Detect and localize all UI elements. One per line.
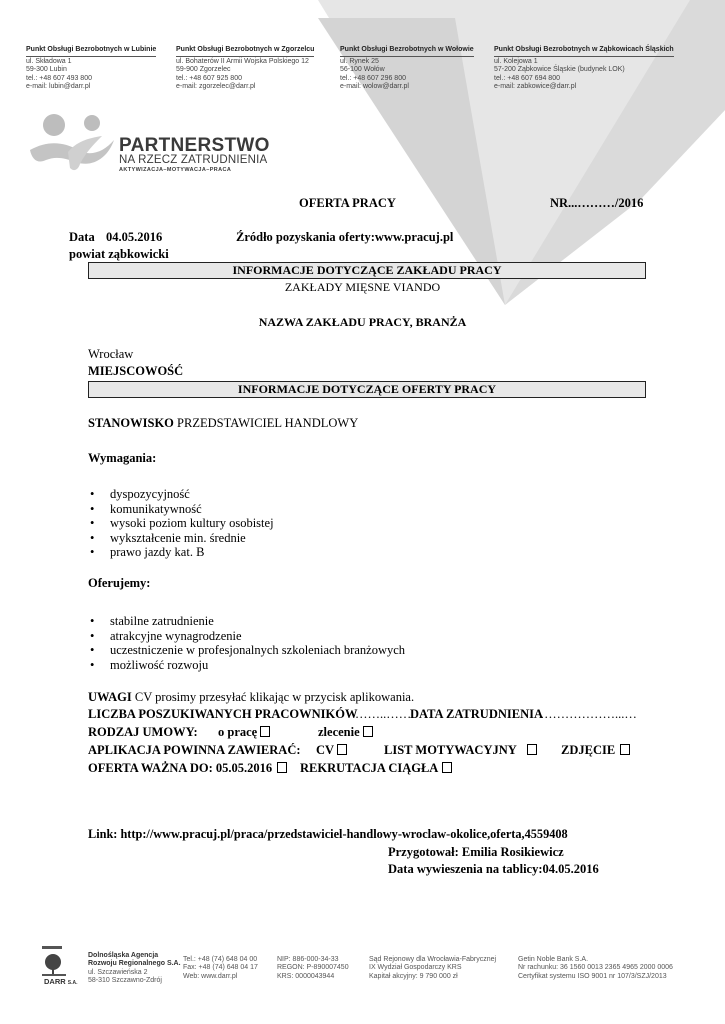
prepared-by: Przygotował: Emilia Rosikiewicz bbox=[388, 845, 564, 859]
list-item: • atrakcyjne wynagrodzenie bbox=[88, 629, 405, 644]
list-item: • komunikatywność bbox=[88, 502, 274, 517]
offer-number: NR...………/2016 bbox=[550, 196, 644, 210]
requirements-label: Wymagania: bbox=[88, 451, 157, 465]
office-city: 57-200 Ząbkowice Śląskie (budynek LOK) bbox=[494, 66, 625, 74]
contract-option-employment[interactable] bbox=[218, 725, 270, 740]
validity-option[interactable] bbox=[88, 761, 287, 776]
recruitment-label: REKRUTACJA CIĄGŁA bbox=[300, 761, 439, 775]
office-email: e-mail: zabkowice@darr.pl bbox=[494, 83, 577, 91]
date-label: Data bbox=[69, 230, 95, 244]
footer-bank bbox=[518, 956, 673, 981]
list-item: • uczestniczenie w profesjonalnych szkoleniach branżowych bbox=[88, 643, 405, 658]
contract-option-label: zlecenie bbox=[318, 725, 360, 739]
list-item: • wykształcenie min. średnie bbox=[88, 531, 274, 546]
application-option-label: CV bbox=[316, 743, 335, 757]
checkbox[interactable] bbox=[527, 744, 537, 755]
footer-line: ul. Szczawieńska 2 bbox=[88, 968, 148, 976]
offer-link[interactable]: Link: http://www.pracuj.pl/praca/przedstawiciel-handlowy-wroclaw-okolice,oferta,4559408 bbox=[88, 827, 568, 841]
application-option-photo[interactable] bbox=[561, 743, 630, 758]
city: Wrocław bbox=[88, 347, 134, 361]
footer-line: Kapitał akcyjny: 9 790 000 zł bbox=[369, 972, 458, 980]
checkbox[interactable] bbox=[260, 726, 270, 737]
office-email: e-mail: lubin@darr.pl bbox=[26, 83, 91, 91]
workers-dots: ……..…… bbox=[355, 707, 412, 721]
list-item: • stabilne zatrudnienie bbox=[88, 614, 405, 629]
list-item: • prawo jazdy kat. B bbox=[88, 545, 274, 560]
office-email: e-mail: zgorzelec@darr.pl bbox=[176, 83, 256, 91]
company-info-banner: INFORMACJE DOTYCZĄCE ZAKŁADU PRACY bbox=[88, 262, 646, 279]
footer-line: REGON: P-890007450 bbox=[277, 964, 349, 972]
footer-line: Certyfikat systemu ISO 9001 nr 107/3/SZJ/2013 bbox=[518, 972, 667, 980]
contract-option-commission[interactable] bbox=[318, 725, 373, 740]
footer-ids bbox=[277, 956, 349, 981]
posted-date: Data wywieszenia na tablicy:04.05.2016 bbox=[388, 862, 599, 876]
city-label: MIEJSCOWOŚĆ bbox=[88, 364, 184, 378]
position-row bbox=[88, 416, 358, 431]
darr-label bbox=[44, 978, 78, 987]
application-option-cv[interactable] bbox=[316, 743, 347, 758]
footer-line: Fax: +48 (74) 648 04 17 bbox=[183, 964, 258, 972]
offer-source: Źródło pozyskania oferty:www.pracuj.pl bbox=[236, 230, 454, 244]
date-value: 04.05.2016 bbox=[106, 230, 163, 244]
office-email: e-mail: wolow@darr.pl bbox=[340, 83, 409, 91]
office-title: Punkt Obsługi Bezrobotnych w Zgorzelcu bbox=[176, 46, 314, 57]
footer-line: KRS: 0000043944 bbox=[277, 972, 335, 980]
footer-line: Getin Noble Bank S.A. bbox=[518, 956, 589, 963]
office-zabkowice bbox=[494, 46, 674, 92]
office-city: 59-900 Zgorzelec bbox=[176, 66, 231, 74]
notes-text: CV prosimy przesyłać klikając w przycisk aplikowania. bbox=[134, 690, 415, 704]
application-option-letter[interactable] bbox=[384, 743, 537, 758]
checkbox[interactable] bbox=[442, 762, 452, 773]
footer-line: Rozwoju Regionalnego S.A. bbox=[88, 960, 181, 968]
checkbox[interactable] bbox=[620, 744, 630, 755]
footer-line: Web: www.darr.pl bbox=[183, 972, 238, 980]
offer-info-banner: INFORMACJE DOTYCZĄCE OFERTY PRACY bbox=[88, 381, 646, 398]
footer-contact bbox=[183, 956, 258, 981]
application-option-label: ZDJĘCIE bbox=[561, 743, 616, 757]
office-phone: tel.: +48 607 493 800 bbox=[26, 74, 92, 82]
position-label: STANOWISKO bbox=[88, 416, 174, 430]
contract-option-label: o pracę bbox=[218, 725, 258, 739]
office-address: ul. Składowa 1 bbox=[26, 57, 72, 65]
footer-line: Tel.: +48 (74) 648 04 00 bbox=[183, 956, 258, 963]
office-phone: tel.: +48 607 925 800 bbox=[176, 74, 242, 82]
footer-org bbox=[88, 952, 181, 985]
office-city: 56-100 Wołów bbox=[340, 66, 385, 74]
requirements-list bbox=[88, 487, 274, 560]
company-name-label: NAZWA ZAKŁADU PRACY, BRANŻA bbox=[258, 315, 467, 329]
footer-line: NIP: 886-000-34-33 bbox=[277, 956, 339, 963]
darr-name: DARR bbox=[44, 977, 66, 986]
office-address: ul. Kolejowa 1 bbox=[494, 57, 538, 65]
hire-date-label: DATA ZATRUDNIENIA bbox=[410, 707, 544, 721]
validity-label: OFERTA WAŻNA DO: 05.05.2016 bbox=[88, 761, 273, 775]
footer-line: Nr rachunku: 36 1560 0013 2365 4965 2000 0006 bbox=[518, 964, 673, 972]
list-item: • wysoki poziom kultury osobistej bbox=[88, 516, 274, 531]
office-zgorzelec bbox=[176, 46, 314, 92]
hire-date-dots: ………………...… bbox=[540, 707, 637, 721]
page-title: OFERTA PRACY bbox=[299, 196, 396, 210]
office-title: Punkt Obsługi Bezrobotnych w Wołowie bbox=[340, 46, 474, 57]
darr-sa: S.A. bbox=[67, 980, 78, 986]
county: powiat ząbkowicki bbox=[69, 247, 169, 261]
company-name: ZAKŁADY MIĘSNE VIANDO bbox=[284, 280, 441, 294]
contract-label: RODZAJ UMOWY: bbox=[88, 725, 198, 739]
partnerstwo-logo-icon bbox=[28, 112, 116, 176]
checkbox[interactable] bbox=[277, 762, 287, 773]
notes-row bbox=[88, 690, 414, 705]
footer-line: 58-310 Szczawno-Zdrój bbox=[88, 976, 162, 984]
office-wolow bbox=[340, 46, 474, 92]
checkbox[interactable] bbox=[337, 744, 347, 755]
checkbox[interactable] bbox=[363, 726, 373, 737]
office-lubin bbox=[26, 46, 156, 92]
workers-label: LICZBA POSZUKIWANYCH PRACOWNIKÓW bbox=[88, 707, 358, 721]
office-city: 59-300 Lubin bbox=[26, 66, 67, 74]
footer-line: IX Wydział Gospodarczy KRS bbox=[369, 964, 462, 972]
logo-name: PARTNERSTWO bbox=[119, 135, 270, 156]
office-title: Punkt Obsługi Bezrobotnych w Lubinie bbox=[26, 46, 156, 57]
office-phone: tel.: +48 607 296 800 bbox=[340, 74, 406, 82]
footer-court bbox=[369, 956, 496, 981]
list-item: • dyspozycyjność bbox=[88, 487, 274, 502]
office-address: ul. Bohaterów II Armii Wojska Polskiego 12 bbox=[176, 57, 309, 65]
offer-label: Oferujemy: bbox=[88, 576, 151, 590]
logo-tagline: AKTYWIZACJA–MOTYWACJA–PRACA bbox=[119, 167, 232, 173]
notes-label: UWAGI bbox=[88, 690, 132, 704]
list-item: • możliwość rozwoju bbox=[88, 658, 405, 673]
continuous-recruitment-option[interactable] bbox=[300, 761, 452, 776]
logo-subtitle: NA RZECZ ZATRUDNIENIA bbox=[119, 154, 268, 166]
footer-line: Dolnośląska Agencja bbox=[88, 952, 159, 959]
application-option-label: LIST MOTYWACYJNY bbox=[384, 743, 517, 757]
position-value: PRZEDSTAWICIEL HANDLOWY bbox=[177, 416, 359, 430]
footer-line: Sąd Rejonowy dla Wrocławia-Fabrycznej bbox=[369, 956, 497, 963]
office-phone: tel.: +48 607 694 800 bbox=[494, 74, 560, 82]
application-label: APLIKACJA POWINNA ZAWIERAĆ: bbox=[88, 743, 301, 757]
office-address: ul. Rynek 25 bbox=[340, 57, 379, 65]
office-title: Punkt Obsługi Bezrobotnych w Ząbkowicach Śląskich bbox=[494, 46, 674, 57]
offers-list bbox=[88, 614, 405, 672]
